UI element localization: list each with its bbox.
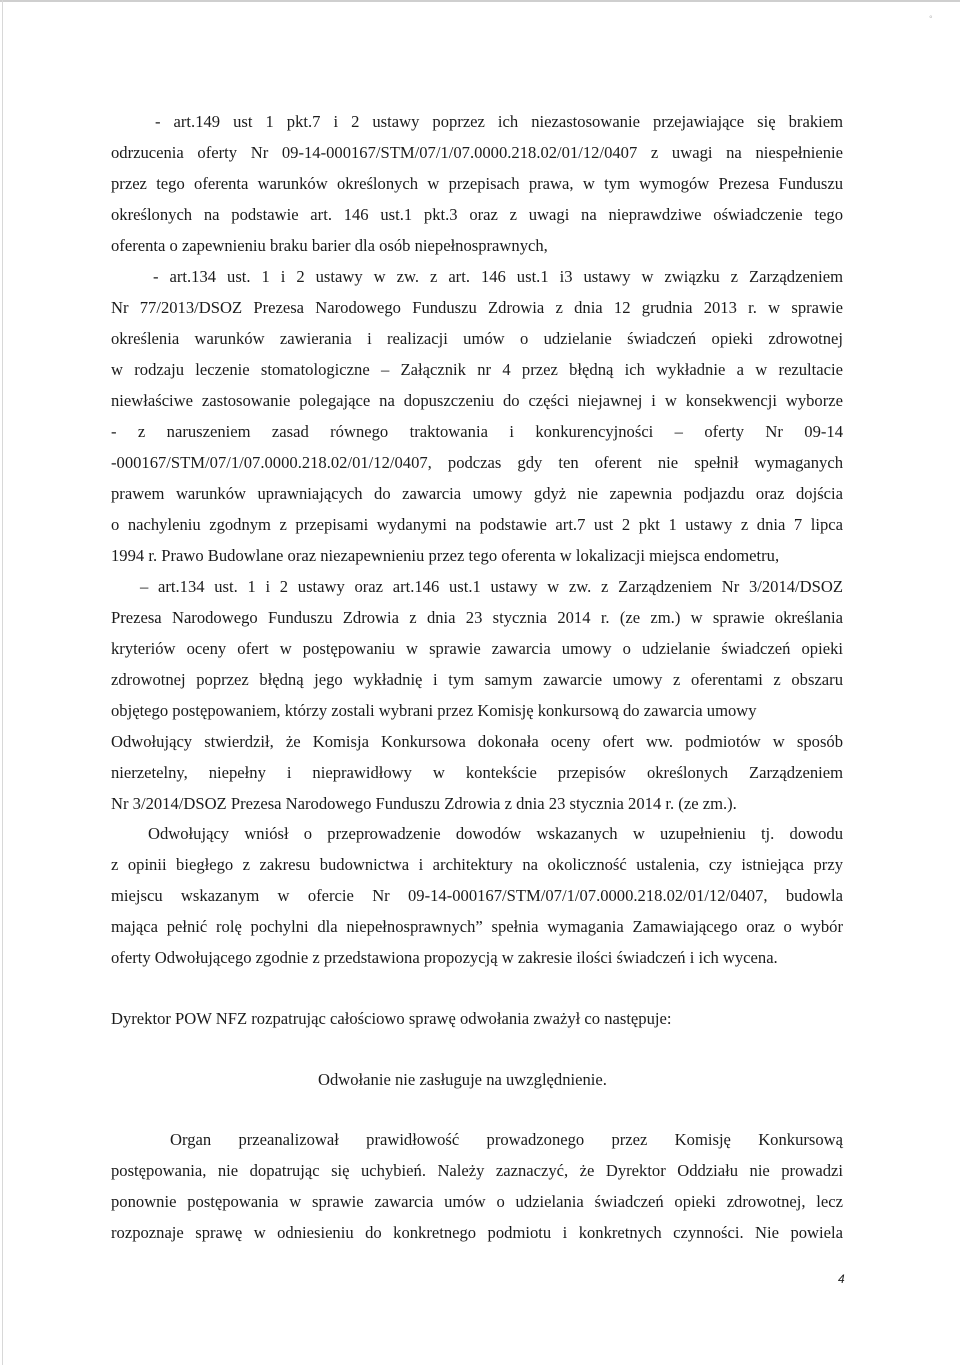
text-line: oferenta o zapewnieniu braku barier dla osób niepełnosprawnych, bbox=[111, 236, 548, 255]
text-line: Prezesa Narodowego Funduszu Zdrowia z dnia 23 stycznia 2014 r. (ze zm.) w sprawie określania bbox=[111, 608, 843, 627]
decision-heading: Odwołanie nie zasługuje na uwzględnienie. bbox=[318, 1070, 607, 1089]
text-line: Nr 77/2013/DSOZ Prezesa Narodowego Funduszu Zdrowia z dnia 12 grudnia 2013 r. w sprawie bbox=[111, 298, 843, 317]
text-line: Odwołujący wniósł o przeprowadzenie dowodów wskazanych w uzupełnieniu tj. dowodu bbox=[148, 824, 843, 843]
text-line: 1994 r. Prawo Budowlane oraz niezapewnieniu przez tego oferenta w lokalizacji miejsca endometru, bbox=[111, 546, 780, 565]
text-line: określenia warunków zawierania i realizacji umów o udzielanie świadczeń opieki zdrowotnej bbox=[111, 329, 843, 348]
text-line: - art.149 ust 1 pkt.7 i 2 ustawy poprzez ich niezastosowanie przejawiające się brakiem bbox=[155, 112, 843, 131]
text-line: Odwołujący stwierdził, że Komisja Konkursowa dokonała oceny ofert ww. podmiotów w sposób bbox=[111, 732, 843, 751]
text-line: przez tego oferenta warunków określonych w przepisach prawa, w tym wymogów Prezesa Funduszu bbox=[111, 174, 843, 193]
text-line: postępowania, nie dopatrując się uchybień. Należy zaznaczyć, że Dyrektor Oddziału nie prowadzi bbox=[111, 1161, 843, 1180]
text-line: -000167/STM/07/1/07.0000.218.02/01/12/0407, podczas gdy ten oferent nie spełnił wymaganych bbox=[111, 453, 843, 472]
text-line: zdrowotnej poprzez błędną jego wykładnię i tym samym zawarcie umowy z oferentami z obszaru bbox=[111, 670, 843, 689]
text-line: mająca pełnić rolę pochylni dla niepełnosprawnych” spełnia wymagania Zamawiającego oraz o wybór bbox=[111, 917, 843, 936]
text-line: z opinii biegłego z zakresu budownictwa i architektury na okoliczność ustalenia, czy istniejąca przy bbox=[111, 855, 843, 874]
text-line: – art.134 ust. 1 i 2 ustawy oraz art.146 ust.1 ustawy w zw. z Zarządzeniem Nr 3/2014/DSOZ bbox=[140, 577, 843, 596]
text-line: miejscu wskazanym w ofercie Nr 09-14-000167/STM/07/1/07.0000.218.02/01/12/0407, budowla bbox=[111, 886, 843, 905]
page-number: 4 bbox=[838, 1272, 845, 1286]
text-line: Organ przeanalizował prawidłowość prowadzonego przez Komisję Konkursową bbox=[170, 1130, 843, 1149]
text-line: nierzetelny, niepełny i nieprawidłowy w kontekście przepisów określonych Zarządzeniem bbox=[111, 763, 843, 782]
text-line: objętego postępowaniem, którzy zostali wybrani przez Komisję konkursową do zawarcia umowy bbox=[111, 701, 757, 720]
text-line: Nr 3/2014/DSOZ Prezesa Narodowego Funduszu Zdrowia z dnia 23 stycznia 2014 r. (ze zm.). bbox=[111, 794, 737, 813]
text-line: rozpoznaje sprawę w odniesieniu do konkretnego podmiotu i konkretnych czynności. Nie powiela bbox=[111, 1223, 843, 1242]
text-line: w rodzaju leczenie stomatologiczne – Załącznik nr 4 przez błędną ich wykładnie a w rezultacie bbox=[111, 360, 843, 379]
text-line: Dyrektor POW NFZ rozpatrując całościowo sprawę odwołania zważył co następuje: bbox=[111, 1009, 672, 1028]
text-line: oferty Odwołującego zgodnie z przedstawiona propozycją w zakresie ilości świadczeń i ich wycena. bbox=[111, 948, 778, 967]
scan-speck: ° bbox=[929, 14, 933, 24]
scan-edge-left bbox=[2, 0, 3, 1365]
text-line: określonych na podstawie art. 146 ust.1 pkt.3 oraz z uwagi na nieprawdziwe oświadczenie tego bbox=[111, 205, 843, 224]
text-line: niewłaściwe zastosowanie polegające na dopuszczeniu do części niejawnej i w konsekwencji wyborze bbox=[111, 391, 843, 410]
text-line: prawem warunków uprawniających do zawarcia umowy gdyż nie zapewnia podjazdu oraz dojścia bbox=[111, 484, 843, 503]
scan-edge-top bbox=[0, 0, 960, 2]
text-line: kryteriów oceny ofert w postępowaniu w sprawie zawarcia umowy o udzielanie świadczeń opieki bbox=[111, 639, 843, 658]
text-line: odrzucenia oferty Nr 09-14-000167/STM/07/1/07.0000.218.02/01/12/0407 z uwagi na niespełnienie bbox=[111, 143, 843, 162]
text-line: - art.134 ust. 1 i 2 ustawy w zw. z art. 146 ust.1 i3 ustawy w związku z Zarządzeniem bbox=[153, 267, 843, 286]
text-line: ponownie postępowania w sprawie zawarcia umów o udzielania świadczeń opieki zdrowotnej, lecz bbox=[111, 1192, 843, 1211]
text-line: o nachyleniu zgodnym z przepisami wydanymi na podstawie art.7 ust 2 pkt 1 ustawy z dnia 7 lipca bbox=[111, 515, 843, 534]
text-line: - z naruszeniem zasad równego traktowania i konkurencyjności – oferty Nr 09-14 bbox=[111, 422, 843, 441]
